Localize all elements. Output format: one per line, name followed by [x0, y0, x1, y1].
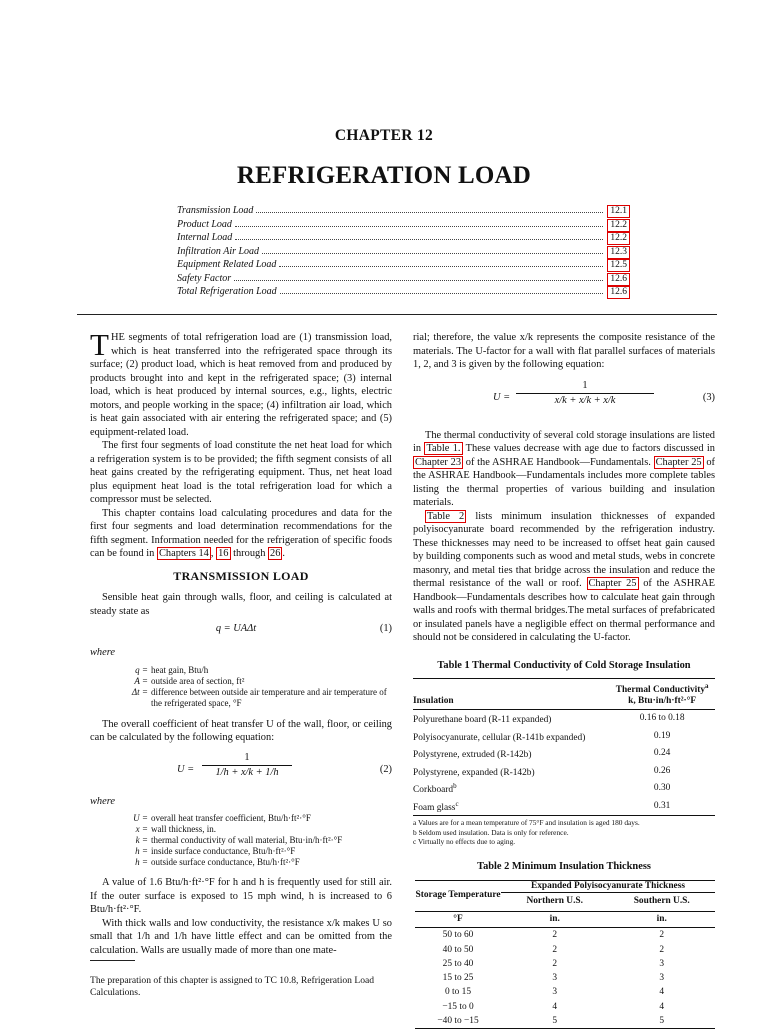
- chapter-link[interactable]: Chapter 25: [588, 578, 637, 589]
- symbol: Δt =: [131, 686, 148, 697]
- paragraph: The first four segments of load constitute the net heat load for which a refrigeration system is to be provided; the fifth segment consists of all heat gains created by the refrigerating equipment. Thus, net heat load plus equipment heat load is the total refrigeration load for which a compressor must be selected.: [90, 440, 392, 505]
- table-row: [415, 1014, 715, 1029]
- table1-header-insulation: Insulation: [413, 696, 454, 707]
- toc-page-link[interactable]: 12.1: [607, 205, 630, 218]
- toc-page-link[interactable]: 12.2: [607, 232, 630, 245]
- southern-thickness: 3: [659, 958, 665, 969]
- chapter-label: CHAPTER 12: [334, 127, 434, 144]
- storage-temperature: −15 to 0: [442, 1001, 474, 1012]
- toc-entry-label: Internal Load: [177, 232, 233, 243]
- northern-thickness: 3: [552, 987, 558, 998]
- storage-temperature: −40 to −15: [437, 1015, 479, 1026]
- table-note: c Virtually no effects due to aging.: [413, 836, 516, 846]
- chapter-link[interactable]: 26: [270, 548, 281, 559]
- definition: wall thickness, in.: [151, 824, 216, 834]
- toc-entry-label: Safety Factor: [177, 272, 232, 284]
- toc-entry-label: Infiltration Air Load: [177, 245, 260, 257]
- table-row: [413, 780, 715, 798]
- southern-thickness: 2: [659, 930, 665, 941]
- conductivity-value: 0.26: [653, 765, 671, 776]
- insulation-name: Foam glass$^c$: [413, 799, 459, 813]
- toc-entry[interactable]: [177, 246, 630, 260]
- chapter-link[interactable]: Chapters 14: [158, 548, 209, 559]
- equation-3: U = $\frac{1}{x/k + x/k + x/k}$ (3): [493, 379, 715, 406]
- symbol: q =: [135, 664, 148, 675]
- storage-temperature: 25 to 40: [442, 958, 474, 969]
- chapter-link[interactable]: Chapter 25: [655, 456, 702, 468]
- definition: outside surface conductance, Btu/h·ft²·°F: [151, 857, 300, 867]
- definition-row: [118, 676, 392, 687]
- toc-leader-dots: [235, 226, 603, 227]
- insulation-name: Corkboard$^b$: [413, 782, 457, 796]
- table-row: [415, 928, 715, 943]
- toc-page-link[interactable]: 12.6: [607, 286, 630, 299]
- table2-header-storage: Storage Temperature: [415, 880, 501, 911]
- table2-unit-south: in.: [656, 913, 667, 924]
- table-row: [415, 943, 715, 957]
- footnote-rule: [90, 960, 135, 961]
- paragraph: Sensible heat gain through walls, floor, and ceiling is calculated at steady state as: [90, 592, 392, 617]
- toc-entry[interactable]: [177, 232, 630, 246]
- table-row: [415, 1000, 715, 1014]
- northern-thickness: 2: [552, 958, 558, 969]
- southern-thickness: 4: [659, 987, 665, 998]
- northern-thickness: 2: [552, 944, 558, 955]
- table-row: [415, 957, 715, 971]
- toc-leader-dots: [262, 253, 603, 254]
- conductivity-value: 0.16 to 0.18: [639, 713, 685, 724]
- table-row: [413, 798, 715, 816]
- toc-entry[interactable]: [177, 259, 630, 273]
- insulation-name: Polyisocyanurate, cellular (R-141b expanded): [413, 732, 586, 743]
- table-row: [413, 710, 715, 728]
- conductivity-value: 0.19: [653, 730, 671, 741]
- variable-definitions: [118, 813, 392, 868]
- symbol: x =: [135, 824, 148, 834]
- toc-leader-dots: [234, 280, 603, 281]
- insulation-name: Polyurethane board (R-11 expanded): [413, 715, 552, 726]
- section-heading: TRANSMISSION LOAD: [173, 568, 309, 583]
- table-row: [413, 728, 715, 746]
- paragraph: With thick walls and low conductivity, the resistance x/k makes U so small that 1/h and 1/h have little effect and can be omitted from the calculation. Walls are usually made of more than one mate-: [90, 917, 392, 956]
- table-note: b Seldom used insulation. Data is only for reference.: [413, 827, 569, 837]
- toc-leader-dots: [235, 239, 603, 240]
- section-divider: [77, 314, 717, 315]
- definition-row: [118, 813, 392, 824]
- northern-thickness: 3: [552, 973, 558, 984]
- intro-paragraph: [90, 327, 392, 439]
- paragraph: This chapter contains load calculating procedures and data for the first four segments and load determination recommendations for the fifth segment. Information needed for the refrigeration of specific foods can be found in Chapters 14 , 16 through 26 .: [90, 507, 392, 559]
- toc-leader-dots: [279, 266, 603, 267]
- dropcap-letter: T: [90, 327, 109, 362]
- intro-text: HE segments of total refrigeration load are (1) transmission load, which is heat transferred into the refrigerated space through its surface; (2) product load, which is heat removed from and produced by products brought into and kept in the refrigerated space; (3) internal load, which is heat produced by internal sources, e.g., lights, electric motors, and people working in the space; (4) infiltration air load, which is heat gain associated with air entering the refrigerated space; and (5) equipment-related load.: [90, 332, 392, 438]
- variable-definitions: [118, 665, 392, 709]
- definition: thermal conductivity of wall material, Btu·in/h·ft²·°F: [151, 835, 343, 845]
- table2-header-south: Southern U.S.: [608, 893, 715, 912]
- insulation-name: Polystyrene, extruded (R-142b): [413, 750, 532, 761]
- southern-thickness: 2: [659, 944, 665, 955]
- definition: inside surface conductance, Btu/h·ft²·°F: [151, 846, 296, 856]
- northern-thickness: 4: [552, 1001, 558, 1012]
- definition-row: [118, 846, 392, 857]
- southern-thickness: 3: [659, 973, 665, 984]
- toc-entry-label: Transmission Load: [177, 205, 254, 216]
- toc-entry[interactable]: [177, 286, 630, 300]
- chapter-link[interactable]: Chapter 23: [415, 456, 462, 468]
- toc-leader-dots: [256, 212, 603, 213]
- northern-thickness: 5: [552, 1015, 558, 1026]
- southern-thickness: 4: [659, 1001, 665, 1012]
- table-link[interactable]: Table 2: [427, 510, 465, 522]
- table1: [413, 678, 715, 816]
- symbol: h =: [135, 857, 148, 867]
- right-column: [413, 331, 715, 1029]
- paragraph: The thermal conductivity of several cold storage insulations are listed in Table 1. These values decrease with age due to factors discussed in Chapter 23 of the ASHRAE Handbook—Fundamentals. Chapter 25 of the ASHRAE Handbook—Fundamentals includes more complete tables listing the thermal properties of various building and insulation materials.: [413, 429, 715, 508]
- toc-entry-label: Equipment Related Load: [177, 259, 277, 270]
- chapter-link[interactable]: 16: [218, 548, 229, 559]
- table1-header-conductivity: Thermal Conductivity$^a$ k, Btu·in/h·ft²·°F: [615, 682, 709, 707]
- table-row: [413, 745, 715, 763]
- paragraph: The overall coefficient of heat transfer U of the wall, floor, or ceiling can be calculated by the following equation:: [90, 718, 392, 743]
- equation-1: q = UAΔt (1): [215, 623, 392, 634]
- conductivity-value: 0.24: [653, 748, 671, 759]
- table2-unit-north: in.: [549, 913, 560, 924]
- where-label: where: [90, 647, 116, 658]
- storage-temperature: 40 to 50: [442, 944, 474, 955]
- table-note: a Values are for a mean temperature of 75°F and insulation is aged 180 days.: [413, 818, 640, 828]
- definition: overall heat transfer coefficient, Btu/h·ft²·°F: [151, 813, 311, 823]
- table2-caption: Table 2 Minimum Insulation Thickness: [477, 861, 651, 873]
- table2: [415, 880, 715, 1029]
- table-link[interactable]: Table 1.: [426, 443, 461, 454]
- definition-row: [118, 824, 392, 835]
- conductivity-value: 0.30: [653, 783, 671, 794]
- table1-caption: Table 1 Thermal Conductivity of Cold Storage Insulation: [437, 659, 691, 671]
- chapter-title: REFRIGERATION LOAD: [236, 162, 532, 189]
- table-row: [413, 763, 715, 781]
- definition-row: [118, 665, 392, 676]
- table-of-contents: [177, 205, 630, 300]
- toc-leader-dots: [280, 293, 604, 294]
- paragraph: A value of 1.6 Btu/h·ft²·°F for h and h is frequently used for still air. If the outer surface is exposed to 15 mph wind, h is increased to 6 Btu/h·ft²·°F.: [90, 877, 392, 915]
- toc-page-link[interactable]: 12.3: [607, 246, 630, 259]
- symbol: k =: [135, 835, 148, 845]
- footnote: The preparation of this chapter is assigned to TC 10.8, Refrigeration Load Calculations.: [90, 975, 375, 998]
- definition-row: [118, 835, 392, 846]
- table-row: [415, 985, 715, 999]
- conductivity-value: 0.31: [653, 800, 671, 811]
- storage-temperature: 50 to 60: [442, 930, 474, 941]
- toc-entry-label: Total Refrigeration Load: [177, 286, 277, 297]
- left-column: [90, 327, 392, 957]
- toc-entry[interactable]: [177, 205, 630, 219]
- toc-entry-label: Product Load: [177, 218, 232, 230]
- toc-entry[interactable]: [177, 273, 630, 287]
- where-label: where: [90, 795, 116, 807]
- storage-temperature: 15 to 25: [442, 973, 474, 984]
- table-row: [415, 971, 715, 985]
- table2-unit-temp: °F: [453, 913, 463, 924]
- definition-row: [118, 857, 392, 868]
- toc-page-link[interactable]: 12.2: [607, 219, 630, 232]
- symbol: U =: [133, 813, 148, 823]
- toc-page-link[interactable]: 12.6: [607, 273, 630, 286]
- northern-thickness: 2: [552, 930, 558, 941]
- equation-2: U = $\frac{1}{1/h + x/k + 1/h}$ (2): [177, 751, 392, 778]
- southern-thickness: 5: [659, 1015, 665, 1026]
- toc-page-link[interactable]: 12.5: [607, 259, 630, 272]
- paragraph: Table 2 lists minimum insulation thicknesses of expanded polyisocyanurate board recommended by the refrigeration industry. These thicknesses may need to be increased to offset heat gain caused by building components such as wood and metal studs, webs in concrete masonry, and metal ties that bridge across the insulation and reduce the thermal resistance of the wall or roof. Chapter 25 of the ASHRAE Handbook—Fundamentals describes how to calculate heat gain through walls and roofs with thermal bridges.The metal surfaces of prefabricated or insulated panels have a negligible effect on thermal performance and should not be considered in calculating the U-factor.: [413, 510, 715, 643]
- table1-notes: [413, 818, 715, 846]
- insulation-name: Polystyrene, expanded (R-142b): [413, 767, 535, 778]
- symbol: h =: [135, 846, 148, 856]
- paragraph: rial; therefore, the value x/k represents the composite resistance of the materials. The U-factor for a wall with flat parallel surfaces of materials 1, 2, and 3 is given by the following equation:: [413, 332, 715, 370]
- definition: outside area of section, ft²: [151, 675, 245, 686]
- definition-row: [118, 687, 392, 709]
- definition: difference between outside air temperature and air temperature of the refrigerated space, °F: [151, 686, 387, 708]
- table2-header-group: Expanded Polyisocyanurate Thickness: [501, 880, 715, 893]
- storage-temperature: 0 to 15: [444, 987, 472, 998]
- toc-entry[interactable]: [177, 219, 630, 233]
- symbol: A =: [134, 675, 148, 686]
- definition: heat gain, Btu/h: [151, 664, 209, 675]
- table2-header-north: Northern U.S.: [501, 893, 608, 912]
